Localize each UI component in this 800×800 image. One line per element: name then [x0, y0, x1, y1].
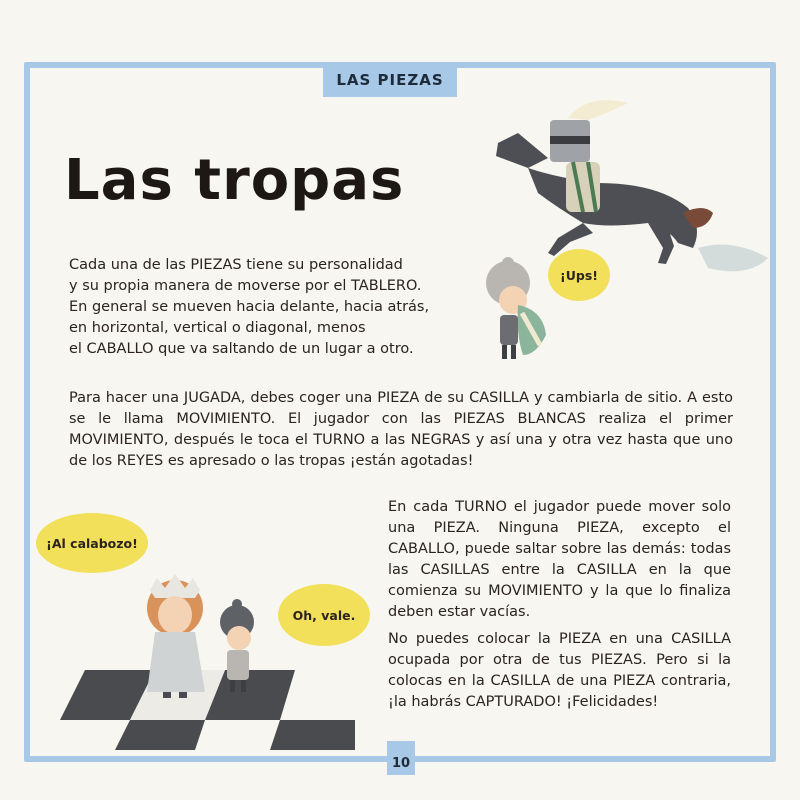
- intro-line: Cada una de las PIEZAS tiene su personalidad: [69, 257, 403, 273]
- page-title: Las tropas: [64, 148, 405, 213]
- speech-bubble-oh-vale: Oh, vale.: [278, 584, 370, 646]
- intro-paragraph: [69, 255, 449, 360]
- section-tag: LAS PIEZAS: [323, 63, 457, 97]
- intro-line: y su propia manera de moverse por el TABLERO.: [69, 278, 422, 294]
- page-number: 10: [387, 741, 415, 775]
- intro-line: En general se mueven hacia delante, hacia atrás,: [69, 299, 430, 315]
- capture-paragraph: No puedes colocar la PIEZA en una CASILLA ocupada por otra de tus PIEZAS. Pero si la colocas en la CASILLA de una PIEZA contraria, ¡la habrás CAPTURADO! ¡Felicidades!: [388, 631, 731, 710]
- intro-line: en horizontal, vertical o diagonal, menos: [69, 320, 366, 336]
- checkerboard-illustration: [55, 570, 375, 750]
- intro-line: el CABALLO que va saltando de un lugar a otro.: [69, 341, 414, 357]
- movement-paragraph: Para hacer una JUGADA, debes coger una PIEZA de su CASILLA y cambiarla de sitio. A esto se le llama MOVIMIENTO. El jugador con las PIEZAS BLANCAS realiza el primer MOVIMIENTO, después le toca el TURNO a las NEGRAS y así una y otra vez hasta que uno de los REYES es apresado o las tropas ¡están agotadas!: [69, 390, 733, 469]
- speech-bubble-ups: ¡Ups!: [548, 249, 610, 301]
- speech-bubble-calabozo: ¡Al calabozo!: [36, 513, 148, 573]
- pawn-with-shield-illustration: [478, 255, 558, 365]
- turn-paragraph: En cada TURNO el jugador puede mover solo una PIEZA. Ninguna PIEZA, excepto el CABALLO, puede saltar sobre las demás: todas las CASILLAS entre la CASILLA en la que comienza su MOVIMIENTO y la que lo finaliza deben estar vacías.: [388, 499, 731, 620]
